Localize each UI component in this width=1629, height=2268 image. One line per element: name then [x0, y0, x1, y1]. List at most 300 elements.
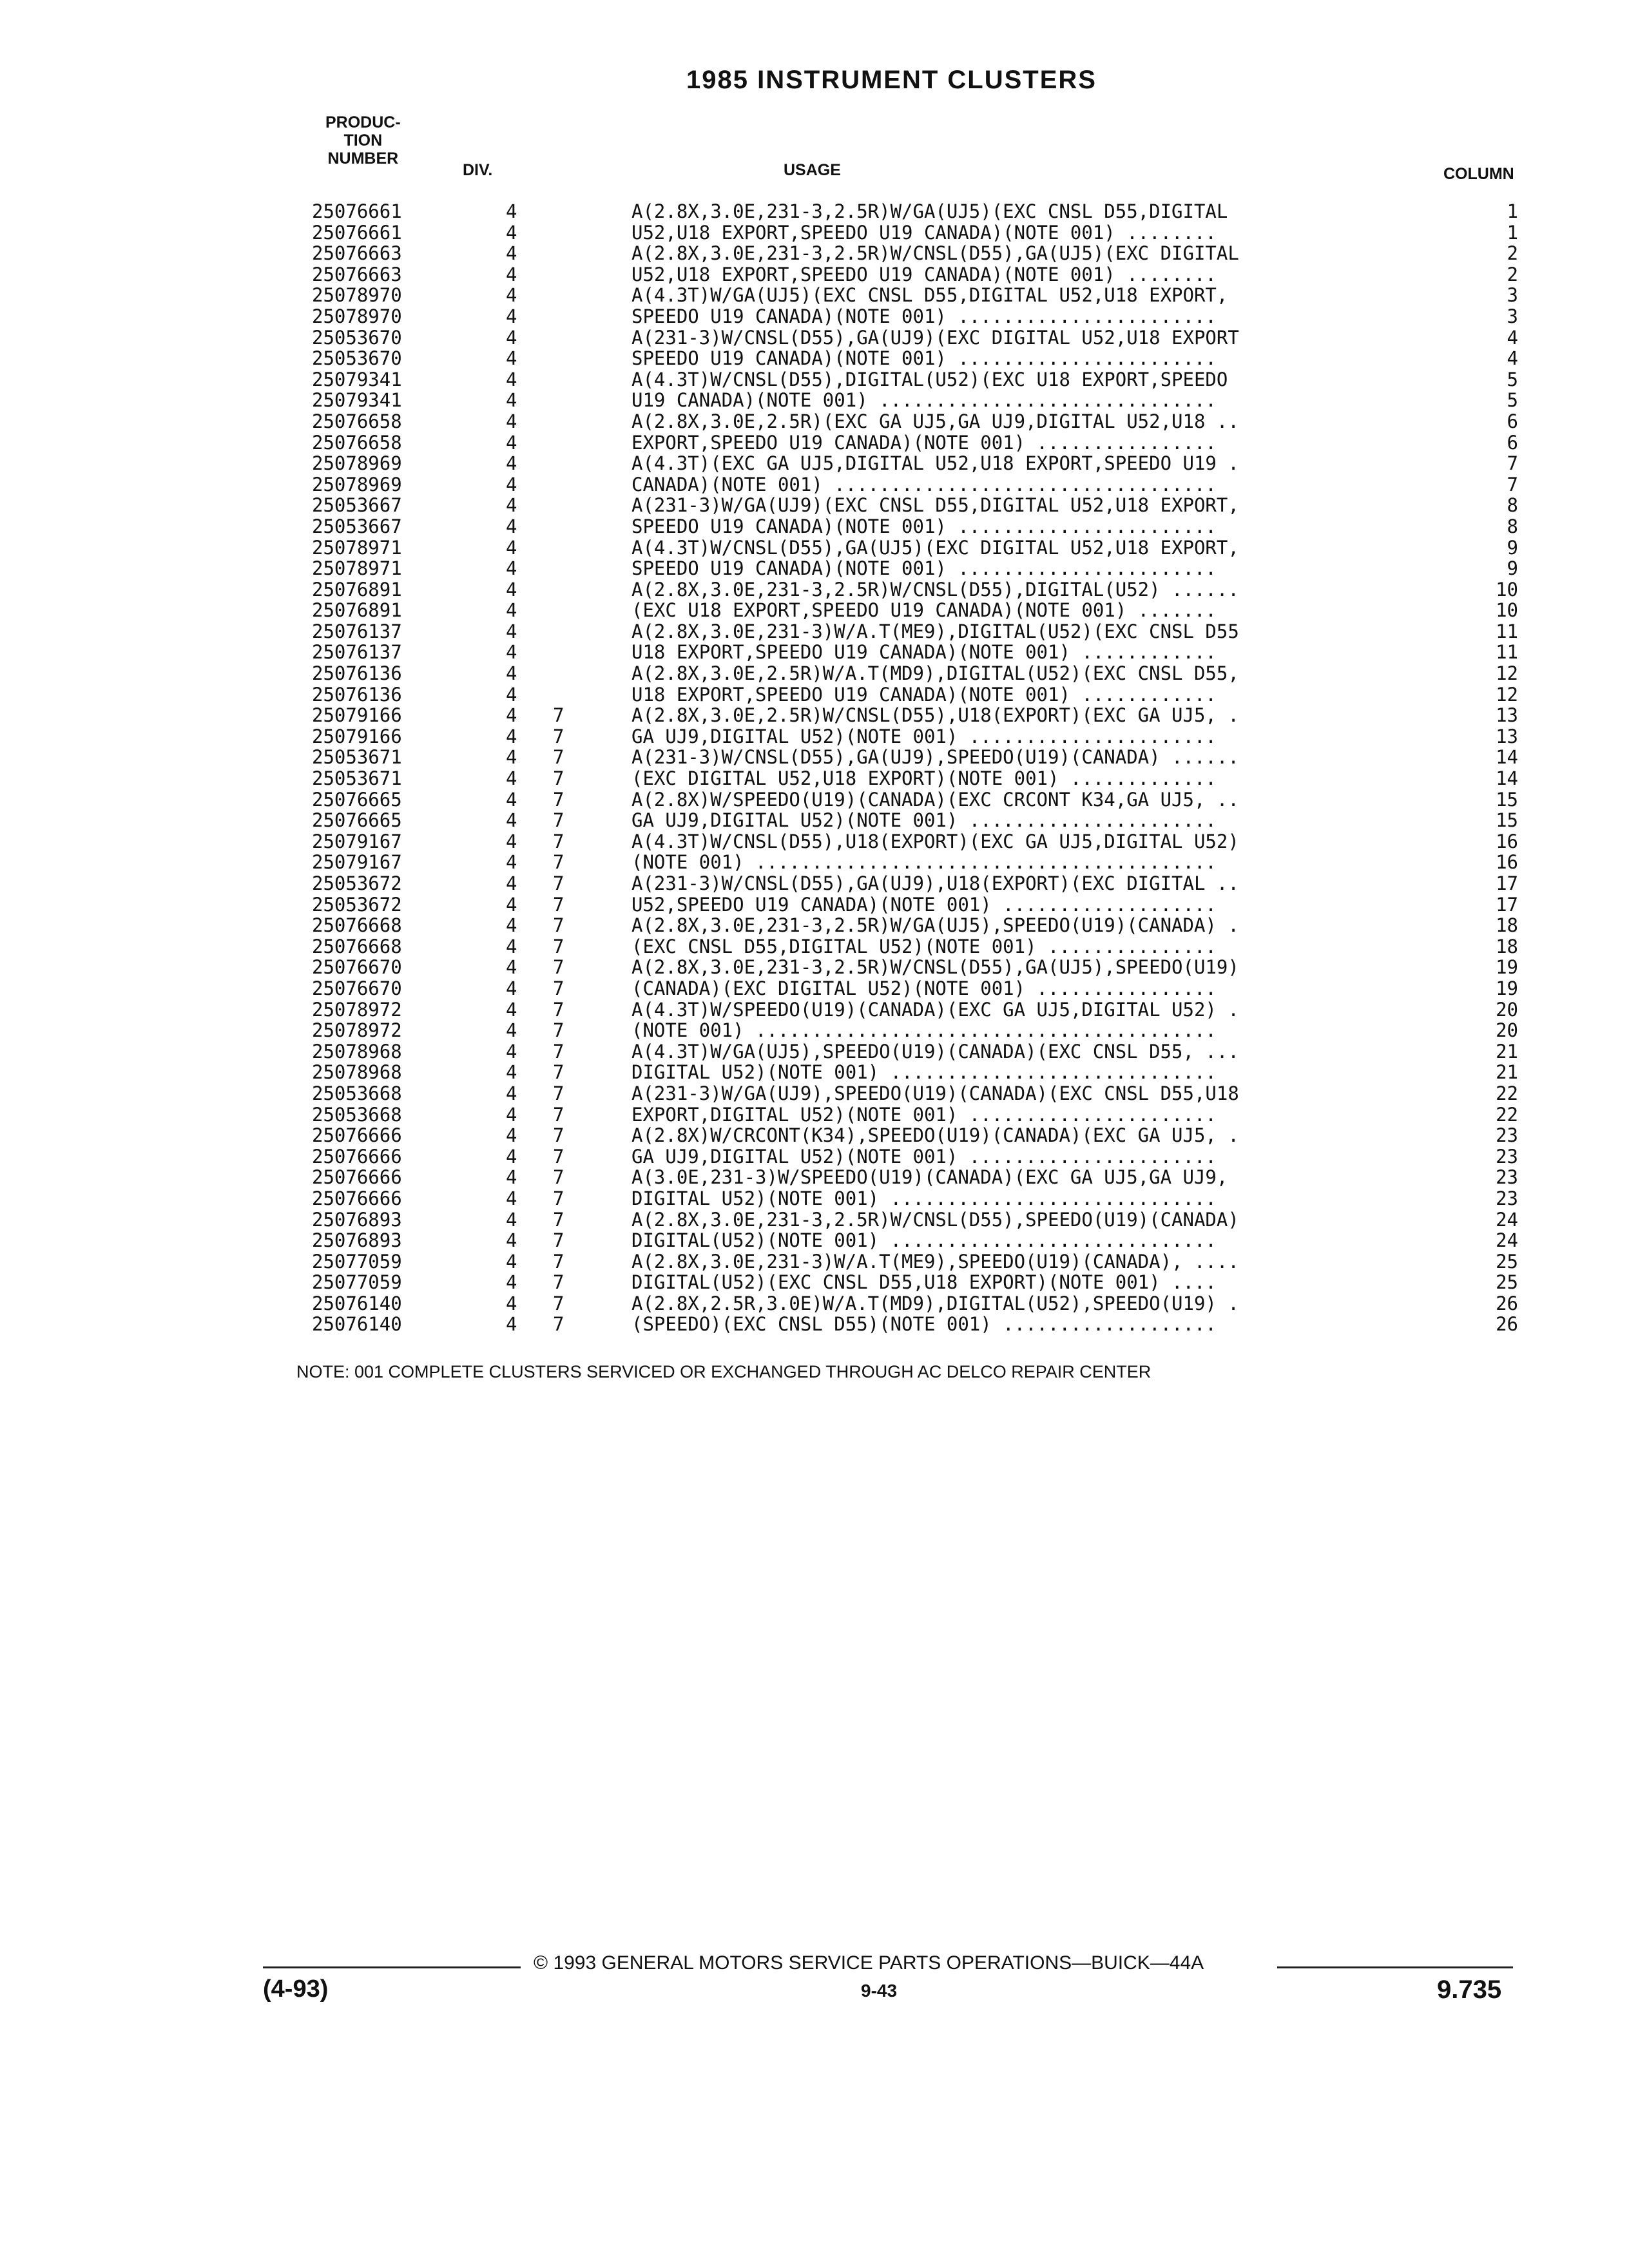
division-secondary-cell: 7	[553, 1292, 564, 1314]
table-row	[0, 327, 1629, 349]
usage-cell: GA UJ9,DIGITAL U52)(NOTE 001) ......................	[631, 810, 1217, 831]
table-row	[0, 558, 1629, 579]
usage-cell: (EXC DIGITAL U52,U18 EXPORT)(NOTE 001) .............	[631, 768, 1217, 789]
table-row	[0, 390, 1629, 411]
division-cell: 4	[506, 746, 517, 769]
production-number-header-line: PRODUC-	[325, 113, 401, 131]
table-row	[0, 243, 1629, 264]
table-row	[0, 684, 1629, 706]
division-secondary-cell: 7	[553, 1103, 564, 1126]
part-number-cell: 25053667	[312, 515, 402, 537]
division-cell: 4	[506, 242, 517, 265]
usage-cell: U52,U18 EXPORT,SPEEDO U19 CANADA)(NOTE 001) ........	[631, 222, 1217, 244]
division-cell: 4	[506, 683, 517, 706]
usage-cell: U18 EXPORT,SPEEDO U19 CANADA)(NOTE 001) ............	[631, 642, 1217, 664]
usage-cell: A(3.0E,231-3)W/SPEEDO(U19)(CANADA)(EXC GA UJ5,GA UJ9,	[631, 1167, 1228, 1188]
part-number-cell: 25078969	[312, 473, 402, 495]
division-cell: 4	[506, 809, 517, 832]
column-number-cell: 11	[1496, 620, 1518, 642]
column-number-cell: 24	[1496, 1208, 1518, 1231]
division-cell: 4	[506, 1124, 517, 1147]
division-secondary-cell: 7	[553, 746, 564, 769]
production-number-header-line: NUMBER	[327, 149, 399, 168]
division-cell: 4	[506, 494, 517, 517]
division-secondary-cell: 7	[553, 1229, 564, 1252]
division-cell: 4	[506, 410, 517, 432]
column-number-cell: 26	[1496, 1313, 1518, 1336]
division-secondary-cell: 7	[553, 1250, 564, 1273]
section-number: 9.735	[1437, 1975, 1502, 2004]
div-header: DIV.	[463, 161, 493, 179]
table-row	[0, 663, 1629, 684]
division-secondary-cell: 7	[553, 1187, 564, 1209]
part-number-cell: 25076137	[312, 620, 402, 642]
column-number-cell: 25	[1496, 1271, 1518, 1294]
part-number-cell: 25076663	[312, 263, 402, 285]
usage-cell: GA UJ9,DIGITAL U52)(NOTE 001) ......................	[631, 1146, 1217, 1168]
usage-cell: EXPORT,DIGITAL U52)(NOTE 001) ......................	[631, 1104, 1217, 1126]
table-row	[0, 1230, 1629, 1251]
usage-cell: A(231-3)W/CNSL(D55),GA(UJ9)(EXC DIGITAL U52,U18 EXPORT	[631, 327, 1239, 349]
table-row	[0, 1062, 1629, 1083]
division-secondary-cell: 7	[553, 725, 564, 747]
usage-cell: GA UJ9,DIGITAL U52)(NOTE 001) ......................	[631, 726, 1217, 747]
part-number-cell: 25077059	[312, 1271, 402, 1294]
usage-cell: SPEEDO U19 CANADA)(NOTE 001) .......................	[631, 305, 1217, 327]
table-row	[0, 852, 1629, 873]
column-number-cell: 18	[1496, 914, 1518, 937]
division-cell: 4	[506, 368, 517, 390]
column-number-cell: 23	[1496, 1187, 1518, 1209]
division-cell: 4	[506, 704, 517, 727]
part-number-cell: 25079167	[312, 830, 402, 852]
division-secondary-cell: 7	[553, 1019, 564, 1042]
table-row	[0, 642, 1629, 663]
column-number-cell: 12	[1496, 662, 1518, 685]
division-secondary-cell: 7	[553, 914, 564, 937]
usage-cell: A(4.3T)(EXC GA UJ5,DIGITAL U52,U18 EXPORT,SPEEDO U19 .	[631, 453, 1239, 474]
column-number-cell: 11	[1496, 641, 1518, 664]
column-number-cell: 19	[1496, 977, 1518, 999]
table-row	[0, 747, 1629, 768]
part-number-cell: 25078971	[312, 557, 402, 580]
page-title: 1985 INSTRUMENT CLUSTERS	[686, 66, 1097, 94]
part-number-cell: 25076893	[312, 1208, 402, 1231]
part-number-cell: 25076661	[312, 200, 402, 222]
usage-cell: SPEEDO U19 CANADA)(NOTE 001) .......................	[631, 515, 1217, 537]
division-cell: 4	[506, 347, 517, 370]
column-number-cell: 22	[1496, 1082, 1518, 1104]
part-number-cell: 25076140	[312, 1292, 402, 1314]
part-number-cell: 25078968	[312, 1061, 402, 1084]
column-number-cell: 17	[1496, 893, 1518, 916]
usage-cell: DIGITAL U52)(NOTE 001) .............................	[631, 1062, 1217, 1083]
column-number-cell: 12	[1496, 683, 1518, 706]
division-secondary-cell: 7	[553, 872, 564, 894]
column-number-cell: 2	[1507, 263, 1518, 285]
usage-cell: CANADA)(NOTE 001) ..................................	[631, 474, 1217, 495]
division-cell: 4	[506, 641, 517, 664]
footer-rule-right	[1277, 1966, 1513, 1968]
division-cell: 4	[506, 977, 517, 999]
column-number-cell: 15	[1496, 809, 1518, 832]
division-cell: 4	[506, 851, 517, 874]
division-cell: 4	[506, 830, 517, 852]
table-row	[0, 1188, 1629, 1209]
part-number-cell: 25076666	[312, 1166, 402, 1189]
part-number-cell: 25076658	[312, 410, 402, 432]
column-number-cell: 14	[1496, 746, 1518, 769]
table-row	[0, 789, 1629, 811]
part-number-cell: 25078968	[312, 1040, 402, 1062]
part-number-cell: 25079341	[312, 389, 402, 412]
part-number-cell: 25076665	[312, 788, 402, 811]
column-number-cell: 20	[1496, 1019, 1518, 1042]
division-cell: 4	[506, 956, 517, 979]
division-secondary-cell: 7	[553, 1145, 564, 1168]
division-cell: 4	[506, 1019, 517, 1042]
usage-cell: A(231-3)W/CNSL(D55),GA(UJ9),U18(EXPORT)(EXC DIGITAL ..	[631, 873, 1239, 894]
table-row	[0, 537, 1629, 559]
division-cell: 4	[506, 284, 517, 307]
table-row	[0, 516, 1629, 537]
division-cell: 4	[506, 515, 517, 537]
column-number-cell: 8	[1507, 494, 1518, 517]
division-cell: 4	[506, 305, 517, 327]
part-number-cell: 25053668	[312, 1103, 402, 1126]
copyright-line: © 1993 GENERAL MOTORS SERVICE PARTS OPERATIONS—BUICK—44A	[534, 1952, 1204, 1974]
division-secondary-cell: 7	[553, 1313, 564, 1336]
part-number-cell: 25076136	[312, 662, 402, 685]
table-row	[0, 1314, 1629, 1335]
column-number-cell: 10	[1496, 599, 1518, 622]
column-number-cell: 14	[1496, 767, 1518, 790]
column-number-cell: 1	[1507, 200, 1518, 222]
column-number-cell: 5	[1507, 368, 1518, 390]
division-secondary-cell: 7	[553, 704, 564, 727]
table-row	[0, 1020, 1629, 1041]
part-number-cell: 25076137	[312, 641, 402, 664]
part-number-cell: 25053671	[312, 746, 402, 769]
column-number-cell: 23	[1496, 1145, 1518, 1168]
division-cell: 4	[506, 1166, 517, 1189]
usage-cell: A(4.3T)W/CNSL(D55),DIGITAL(U52)(EXC U18 EXPORT,SPEEDO	[631, 369, 1228, 390]
division-secondary-cell: 7	[553, 767, 564, 790]
usage-cell: A(2.8X,3.0E,231-3,2.5R)W/GA(UJ5),SPEEDO(U19)(CANADA) .	[631, 915, 1239, 936]
table-row	[0, 222, 1629, 244]
division-cell: 4	[506, 788, 517, 811]
usage-cell: A(2.8X,3.0E,231-3)W/A.T(ME9),DIGITAL(U52)(EXC CNSL D55	[631, 620, 1239, 642]
column-number-cell: 8	[1507, 515, 1518, 537]
division-cell: 4	[506, 431, 517, 454]
table-row	[0, 411, 1629, 432]
part-number-cell: 25053670	[312, 347, 402, 370]
division-cell: 4	[506, 452, 517, 475]
division-secondary-cell: 7	[553, 1040, 564, 1062]
division-cell: 4	[506, 620, 517, 642]
usage-cell: U19 CANADA)(NOTE 001) ..............................	[631, 390, 1217, 411]
division-cell: 4	[506, 1250, 517, 1273]
division-secondary-cell: 7	[553, 788, 564, 811]
table-row	[0, 1167, 1629, 1188]
table-row	[0, 768, 1629, 789]
table-row	[0, 873, 1629, 894]
division-cell: 4	[506, 998, 517, 1021]
column-number-cell: 16	[1496, 851, 1518, 874]
usage-cell: U18 EXPORT,SPEEDO U19 CANADA)(NOTE 001) ............	[631, 684, 1217, 706]
usage-cell: A(2.8X,3.0E,231-3,2.5R)W/CNSL(D55),DIGITAL(U52) ......	[631, 579, 1239, 601]
division-cell: 4	[506, 536, 517, 559]
column-number-cell: 25	[1496, 1250, 1518, 1273]
division-cell: 4	[506, 1061, 517, 1084]
division-cell: 4	[506, 725, 517, 747]
table-row	[0, 474, 1629, 495]
parts-table	[0, 201, 1629, 1335]
column-number-cell: 9	[1507, 536, 1518, 559]
division-cell: 4	[506, 935, 517, 957]
column-number-cell: 23	[1496, 1166, 1518, 1189]
usage-cell: A(4.3T)W/GA(UJ5),SPEEDO(U19)(CANADA)(EXC CNSL D55, ...	[631, 1041, 1239, 1062]
part-number-cell: 25079166	[312, 725, 402, 747]
division-cell: 4	[506, 1271, 517, 1294]
table-row	[0, 894, 1629, 916]
production-number-header	[325, 113, 401, 168]
table-row	[0, 999, 1629, 1021]
usage-cell: A(2.8X,2.5R,3.0E)W/A.T(MD9),DIGITAL(U52),SPEEDO(U19) .	[631, 1293, 1239, 1314]
usage-cell: A(2.8X)W/CRCONT(K34),SPEEDO(U19)(CANADA)(EXC GA UJ5, .	[631, 1125, 1239, 1146]
part-number-cell: 25079166	[312, 704, 402, 727]
part-number-cell: 25076658	[312, 431, 402, 454]
part-number-cell: 25077059	[312, 1250, 402, 1273]
column-number-cell: 3	[1507, 284, 1518, 307]
usage-cell: A(2.8X,3.0E,2.5R)(EXC GA UJ5,GA UJ9,DIGITAL U52,U18 ..	[631, 410, 1239, 432]
division-cell: 4	[506, 893, 517, 916]
column-number-cell: 26	[1496, 1292, 1518, 1314]
division-secondary-cell: 7	[553, 851, 564, 874]
usage-cell: (NOTE 001) .........................................	[631, 852, 1217, 873]
part-number-cell: 25076140	[312, 1313, 402, 1336]
part-number-cell: 25076893	[312, 1229, 402, 1252]
column-number-cell: 18	[1496, 935, 1518, 957]
usage-cell: DIGITAL(U52)(NOTE 001) .............................	[631, 1230, 1217, 1251]
table-row	[0, 495, 1629, 516]
usage-cell: (SPEEDO)(EXC CNSL D55)(NOTE 001) ...................	[631, 1314, 1217, 1336]
division-secondary-cell: 7	[553, 1271, 564, 1294]
table-row	[0, 1104, 1629, 1126]
division-cell: 4	[506, 662, 517, 685]
division-secondary-cell: 7	[553, 935, 564, 957]
part-number-cell: 25078969	[312, 452, 402, 475]
usage-cell: A(2.8X,3.0E,231-3,2.5R)W/CNSL(D55),GA(UJ5)(EXC DIGITAL	[631, 243, 1239, 264]
part-number-cell: 25076668	[312, 914, 402, 937]
usage-cell: (EXC CNSL D55,DIGITAL U52)(NOTE 001) ...............	[631, 936, 1217, 957]
table-row	[0, 369, 1629, 390]
column-number-cell: 17	[1496, 872, 1518, 894]
division-cell: 4	[506, 872, 517, 894]
part-number-cell: 25076661	[312, 221, 402, 244]
table-row	[0, 432, 1629, 454]
part-number-cell: 25078972	[312, 1019, 402, 1042]
column-number-cell: 6	[1507, 431, 1518, 454]
column-number-cell: 20	[1496, 998, 1518, 1021]
usage-cell: A(231-3)W/GA(UJ9),SPEEDO(U19)(CANADA)(EXC CNSL D55,U18	[631, 1082, 1239, 1104]
division-secondary-cell: 7	[553, 1082, 564, 1104]
table-row	[0, 810, 1629, 831]
table-row	[0, 1293, 1629, 1314]
usage-cell: DIGITAL U52)(NOTE 001) .............................	[631, 1187, 1217, 1209]
column-number-cell: 9	[1507, 557, 1518, 580]
table-row	[0, 621, 1629, 642]
part-number-cell: 25078970	[312, 284, 402, 307]
part-number-cell: 25079341	[312, 368, 402, 390]
part-number-cell: 25053672	[312, 893, 402, 916]
division-cell: 4	[506, 1145, 517, 1168]
usage-cell: A(231-3)W/CNSL(D55),GA(UJ9),SPEEDO(U19)(CANADA) ......	[631, 747, 1239, 769]
division-secondary-cell: 7	[553, 998, 564, 1021]
part-number-cell: 25076666	[312, 1145, 402, 1168]
division-secondary-cell: 7	[553, 1166, 564, 1189]
table-row	[0, 1272, 1629, 1293]
table-row	[0, 1125, 1629, 1146]
part-number-cell: 25076668	[312, 935, 402, 957]
column-number-cell: 23	[1496, 1124, 1518, 1147]
column-number-cell: 5	[1507, 389, 1518, 412]
division-secondary-cell: 7	[553, 809, 564, 832]
division-secondary-cell: 7	[553, 956, 564, 979]
column-number-cell: 7	[1507, 473, 1518, 495]
part-number-cell: 25079167	[312, 851, 402, 874]
table-row	[0, 453, 1629, 474]
table-row	[0, 600, 1629, 621]
production-number-header-line: TION	[343, 131, 383, 149]
division-secondary-cell: 7	[553, 1061, 564, 1084]
footnote: NOTE: 001 COMPLETE CLUSTERS SERVICED OR EXCHANGED THROUGH AC DELCO REPAIR CENTER	[296, 1362, 1152, 1381]
part-number-cell: 25076663	[312, 242, 402, 265]
division-cell: 4	[506, 389, 517, 412]
part-number-cell: 25078970	[312, 305, 402, 327]
column-number-cell: 13	[1496, 704, 1518, 727]
part-number-cell: 25053667	[312, 494, 402, 517]
column-number-cell: 19	[1496, 956, 1518, 979]
division-cell: 4	[506, 200, 517, 222]
part-number-cell: 25076891	[312, 578, 402, 601]
usage-cell: SPEEDO U19 CANADA)(NOTE 001) .......................	[631, 348, 1217, 369]
table-row	[0, 1209, 1629, 1231]
usage-cell: A(2.8X,3.0E,231-3)W/A.T(ME9),SPEEDO(U19)(CANADA), ....	[631, 1251, 1239, 1273]
division-cell: 4	[506, 1103, 517, 1126]
division-cell: 4	[506, 1187, 517, 1209]
table-row	[0, 705, 1629, 726]
usage-cell: A(4.3T)W/CNSL(D55),U18(EXPORT)(EXC GA UJ5,DIGITAL U52)	[631, 831, 1239, 852]
usage-cell: A(2.8X,3.0E,2.5R)W/CNSL(D55),U18(EXPORT)(EXC GA UJ5, .	[631, 705, 1239, 726]
part-number-cell: 25076136	[312, 683, 402, 706]
division-cell: 4	[506, 1313, 517, 1336]
division-cell: 4	[506, 767, 517, 790]
usage-cell: U52,U18 EXPORT,SPEEDO U19 CANADA)(NOTE 001) ........	[631, 264, 1217, 285]
usage-cell: A(2.8X)W/SPEEDO(U19)(CANADA)(EXC CRCONT K34,GA UJ5, ..	[631, 789, 1239, 811]
table-row	[0, 1251, 1629, 1273]
division-cell: 4	[506, 599, 517, 622]
table-row	[0, 726, 1629, 747]
footer-rule-left	[263, 1966, 521, 1968]
column-number-cell: 24	[1496, 1229, 1518, 1252]
table-row	[0, 1146, 1629, 1168]
usage-cell: DIGITAL(U52)(EXC CNSL D55,U18 EXPORT)(NOTE 001) ....	[631, 1272, 1217, 1293]
usage-cell: A(2.8X,3.0E,231-3,2.5R)W/CNSL(D55),GA(UJ5),SPEEDO(U19)	[631, 957, 1239, 978]
column-number-cell: 15	[1496, 788, 1518, 811]
table-row	[0, 957, 1629, 978]
column-header: COLUMN	[1443, 165, 1514, 183]
usage-cell: U52,SPEEDO U19 CANADA)(NOTE 001) ...................	[631, 894, 1217, 916]
usage-cell: (NOTE 001) .........................................	[631, 1020, 1217, 1041]
division-cell: 4	[506, 914, 517, 937]
usage-cell: (EXC U18 EXPORT,SPEEDO U19 CANADA)(NOTE 001) .......	[631, 600, 1217, 621]
table-row	[0, 936, 1629, 957]
division-cell: 4	[506, 473, 517, 495]
column-number-cell: 21	[1496, 1061, 1518, 1084]
division-secondary-cell: 7	[553, 830, 564, 852]
usage-cell: A(2.8X,3.0E,2.5R)W/A.T(MD9),DIGITAL(U52)(EXC CNSL D55,	[631, 663, 1239, 684]
column-number-cell: 1	[1507, 221, 1518, 244]
division-cell: 4	[506, 1040, 517, 1062]
part-number-cell: 25076665	[312, 809, 402, 832]
table-row	[0, 285, 1629, 306]
part-number-cell: 25053671	[312, 767, 402, 790]
division-cell: 4	[506, 326, 517, 349]
division-secondary-cell: 7	[553, 1208, 564, 1231]
division-cell: 4	[506, 578, 517, 601]
usage-cell: EXPORT,SPEEDO U19 CANADA)(NOTE 001) ................	[631, 432, 1217, 454]
table-row	[0, 915, 1629, 936]
part-number-cell: 25076670	[312, 956, 402, 979]
column-number-cell: 3	[1507, 305, 1518, 327]
table-row	[0, 831, 1629, 852]
usage-cell: (CANADA)(EXC DIGITAL U52)(NOTE 001) ................	[631, 977, 1217, 999]
division-cell: 4	[506, 1082, 517, 1104]
usage-cell: A(4.3T)W/CNSL(D55),GA(UJ5)(EXC DIGITAL U52,U18 EXPORT,	[631, 537, 1239, 559]
part-number-cell: 25078971	[312, 536, 402, 559]
part-number-cell: 25076666	[312, 1187, 402, 1209]
table-row	[0, 579, 1629, 601]
part-number-cell: 25076670	[312, 977, 402, 999]
column-number-cell: 10	[1496, 578, 1518, 601]
division-cell: 4	[506, 221, 517, 244]
part-number-cell: 25076666	[312, 1124, 402, 1147]
usage-cell: A(231-3)W/GA(UJ9)(EXC CNSL D55,DIGITAL U52,U18 EXPORT,	[631, 495, 1239, 516]
page-number: 9-43	[861, 1981, 898, 2001]
usage-cell: A(2.8X,3.0E,231-3,2.5R)W/GA(UJ5)(EXC CNSL D55,DIGITAL	[631, 201, 1228, 222]
part-number-cell: 25053672	[312, 872, 402, 894]
part-number-cell: 25078972	[312, 998, 402, 1021]
table-row	[0, 348, 1629, 369]
column-number-cell: 4	[1507, 347, 1518, 370]
division-cell: 4	[506, 557, 517, 580]
column-number-cell: 16	[1496, 830, 1518, 852]
division-cell: 4	[506, 1208, 517, 1231]
column-number-cell: 13	[1496, 725, 1518, 747]
column-number-cell: 21	[1496, 1040, 1518, 1062]
table-row	[0, 1083, 1629, 1104]
table-row	[0, 201, 1629, 222]
part-number-cell: 25076891	[312, 599, 402, 622]
column-number-cell: 6	[1507, 410, 1518, 432]
usage-cell: SPEEDO U19 CANADA)(NOTE 001) .......................	[631, 558, 1217, 579]
division-cell: 4	[506, 1229, 517, 1252]
usage-header: USAGE	[784, 161, 841, 179]
column-number-cell: 4	[1507, 326, 1518, 349]
usage-cell: A(2.8X,3.0E,231-3,2.5R)W/CNSL(D55),SPEEDO(U19)(CANADA)	[631, 1209, 1239, 1231]
column-number-cell: 22	[1496, 1103, 1518, 1126]
